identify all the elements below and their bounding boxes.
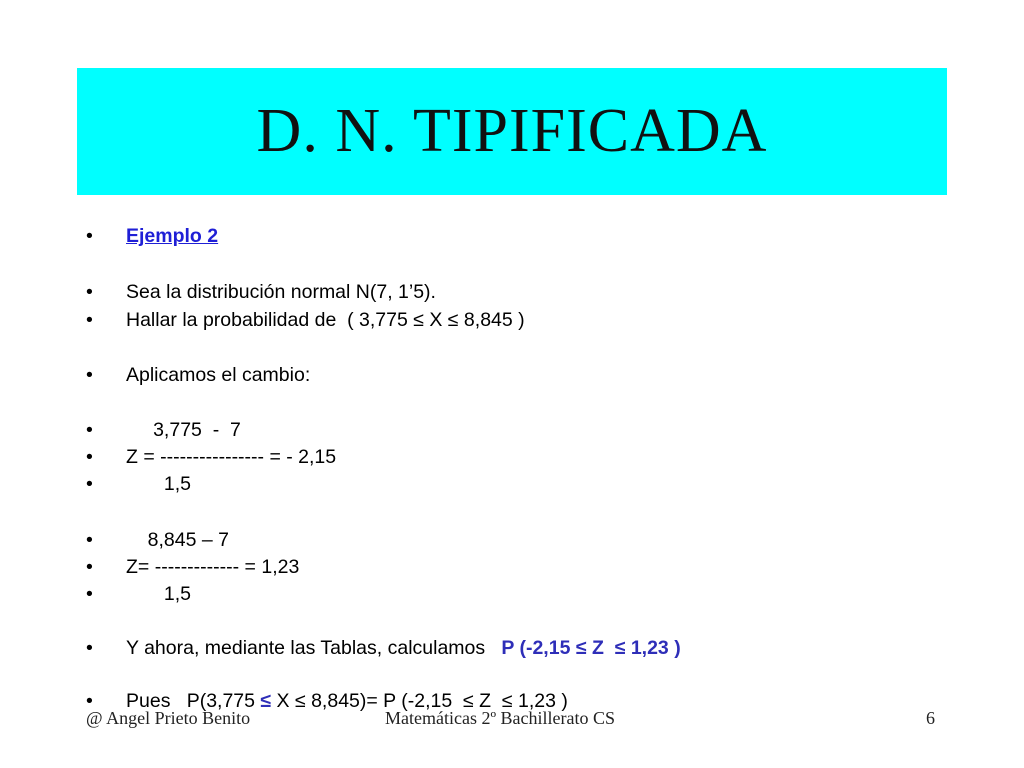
bullet-item — [86, 634, 681, 662]
probability-highlight: P (-2,15 ≤ Z ≤ 1,23 ) — [501, 637, 681, 659]
bullet-item — [86, 278, 436, 306]
bullet-text: X ≤ 8,845)= P (-2,15 ≤ Z ≤ 1,23 ) — [271, 690, 568, 712]
bullet-item — [86, 580, 191, 608]
bullet-item — [86, 222, 218, 250]
fraction-line: Z= ------------- = 1,23 — [126, 556, 300, 578]
bullet-dot: • — [86, 364, 93, 386]
bullet-text: Aplicamos el cambio: — [126, 364, 311, 386]
footer-course: Matemáticas 2º Bachillerato CS — [385, 708, 616, 728]
fraction-line: Z = ---------------- = - 2,15 — [126, 446, 337, 468]
bullet-dot: • — [86, 225, 93, 247]
bullet-item — [86, 470, 191, 498]
bullet-dot: • — [86, 637, 93, 659]
footer — [0, 708, 1024, 734]
bullet-item — [86, 443, 336, 471]
slide-title: D. N. TIPIFICADA — [256, 97, 768, 165]
bullet-dot: • — [86, 556, 93, 578]
bullet-item — [86, 526, 229, 554]
bullet-dot: • — [86, 446, 93, 468]
bullet-dot: • — [86, 309, 93, 331]
bullet-dot: • — [86, 529, 93, 551]
bullet-text: Sea la distribución normal N(7, 1’5). — [126, 281, 436, 303]
leq-symbol: ≤ — [260, 690, 272, 712]
bullet-item — [86, 361, 310, 389]
bullet-dot: • — [86, 419, 93, 441]
page-number: 6 — [926, 708, 935, 728]
footer-author: @ Angel Prieto Benito — [86, 708, 251, 728]
bullet-text: Pues P(3,775 — [126, 690, 261, 712]
bullet-dot: • — [86, 690, 93, 712]
bullet-text: Hallar la probabilidad de ( 3,775 ≤ X ≤ 8,845 ) — [126, 309, 525, 331]
bullet-item — [86, 553, 299, 581]
bullet-item — [86, 306, 525, 334]
title-band — [77, 68, 947, 195]
bullet-dot: • — [86, 473, 93, 495]
bullet-text: Y ahora, mediante las Tablas, calculamos — [126, 637, 502, 659]
fraction-numerator: 8,845 – 7 — [126, 529, 229, 551]
bullet-dot: • — [86, 281, 93, 303]
fraction-denominator: 1,5 — [126, 473, 192, 495]
bullet-dot: • — [86, 583, 93, 605]
example-heading-link[interactable]: Ejemplo 2 — [126, 225, 219, 247]
fraction-numerator: 3,775 - 7 — [126, 419, 241, 441]
bullet-item — [86, 416, 241, 444]
fraction-denominator: 1,5 — [126, 583, 192, 605]
